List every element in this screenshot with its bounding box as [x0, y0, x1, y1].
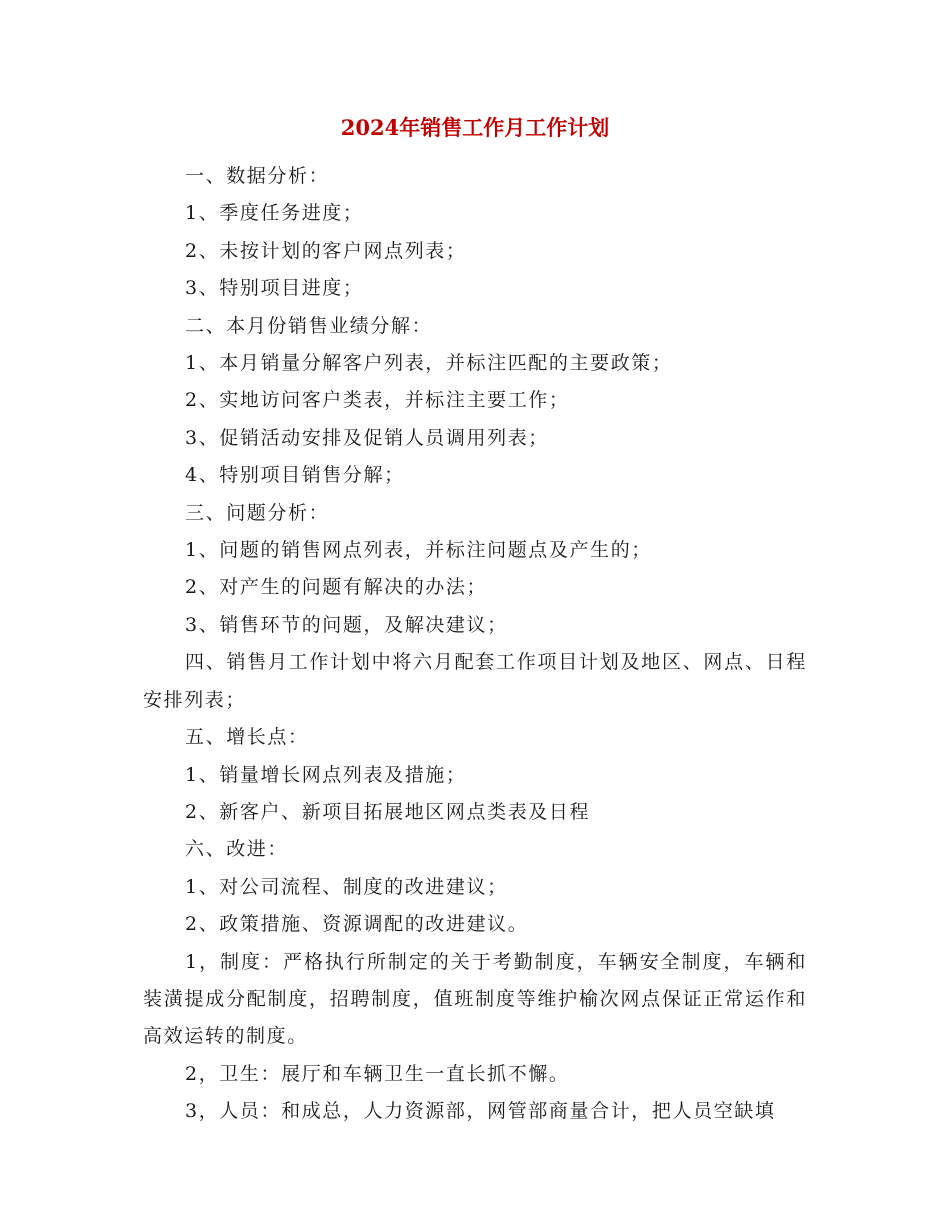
paragraph: 四、销售月工作计划中将六月配套工作项目计划及地区、网点、日程安排列表； [143, 651, 807, 711]
paragraph: 3，人员：和成总，人力资源部，网管部商量合计，把人员空缺填 [185, 1100, 776, 1123]
paragraph: 1、销量增长网点列表及措施； [185, 763, 467, 786]
paragraph: 1，制度：严格执行所制定的关于考勤制度，车辆安全制度，车辆和装潢提成分配制度，招聘制度，值班制度等维护榆次网点保证正常运作和高效运转的制度。 [143, 950, 807, 1048]
paragraph: 2、实地访问客户类表，并标注主要工作； [185, 389, 570, 412]
paragraph: 2、对产生的问题有解决的办法； [185, 576, 488, 599]
paragraph: 2、政策措施、资源调配的改进建议。 [185, 913, 529, 936]
paragraph: 2、新客户、新项目拓展地区网点类表及日程 [185, 800, 591, 823]
paragraph: 3、销售环节的问题，及解决建议； [185, 613, 508, 636]
paragraph: 六、改进： [185, 838, 289, 861]
paragraph: 三、问题分析： [185, 501, 330, 524]
paragraph: 1、问题的销售网点列表，并标注问题点及产生的； [185, 539, 652, 562]
document-title: 2024年销售工作月工作计划 [340, 115, 610, 140]
paragraph: 五、增长点： [185, 726, 309, 749]
paragraph: 一、数据分析： [185, 165, 330, 187]
paragraph: 2，卫生：展厅和车辆卫生一直长抓不懈。 [185, 1062, 570, 1085]
paragraph: 4、特别项目销售分解； [185, 464, 405, 487]
document-body [143, 158, 807, 1131]
paragraph: 1、季度任务进度； [185, 202, 364, 225]
paragraph: 1、本月销量分解客户列表，并标注匹配的主要政策； [185, 352, 673, 375]
paragraph: 1、对公司流程、制度的改进建议； [185, 875, 508, 898]
paragraph: 3、特别项目进度； [185, 277, 364, 300]
paragraph: 2、未按计划的客户网点列表； [185, 239, 467, 262]
paragraph: 3、促销活动安排及促销人员调用列表； [185, 426, 549, 449]
paragraph: 二、本月份销售业绩分解： [185, 314, 433, 337]
